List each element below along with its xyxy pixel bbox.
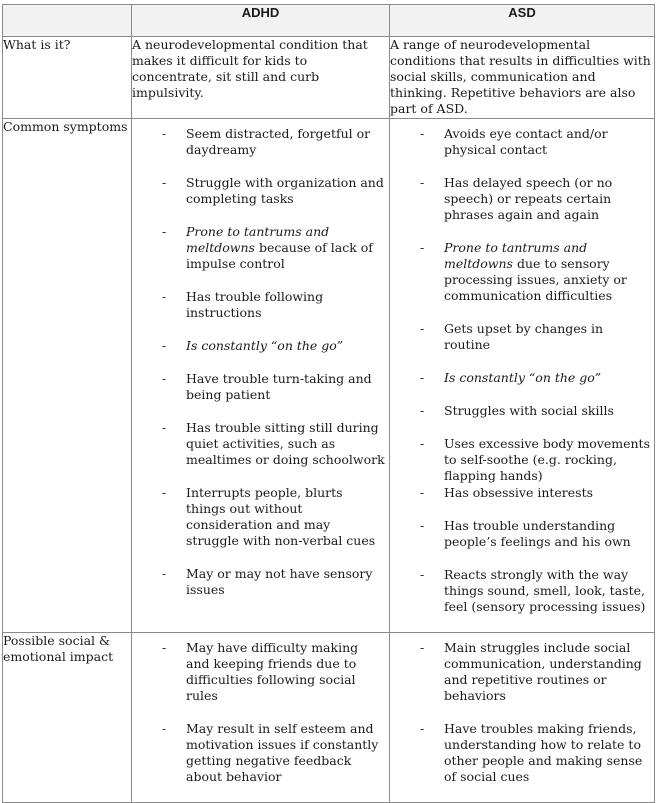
symptom-text: Has delayed speech (or no speech) or repeats certain phrases again and again bbox=[444, 175, 613, 222]
symptom-text: Has trouble following instructions bbox=[186, 289, 324, 320]
bullet-dash: - bbox=[162, 566, 167, 581]
adhd-symptoms-cell bbox=[132, 119, 390, 633]
bullet-dash: - bbox=[420, 126, 425, 141]
bullet-dash: - bbox=[162, 721, 167, 736]
asd-definition: A range of neurodevelopmental conditions that results in difficulties with social skills, communication and thinking. Repetitive behaviors are also part of ASD. bbox=[390, 37, 655, 119]
list-item bbox=[390, 370, 654, 386]
symptom-text: Avoids eye contact and/or physical contact bbox=[444, 126, 608, 157]
bullet-dash: - bbox=[420, 321, 425, 336]
asd-symptoms-list bbox=[390, 119, 654, 615]
list-item bbox=[390, 436, 654, 484]
symptom-emphasis: Is constantly “on the go” bbox=[444, 370, 602, 385]
symptom-text: Has trouble understanding people’s feelings and his own bbox=[444, 518, 631, 549]
list-item bbox=[132, 566, 389, 598]
bullet-dash: - bbox=[420, 518, 425, 533]
row-label-impact: Possible social & emotional impact bbox=[3, 633, 132, 803]
bullet-dash: - bbox=[420, 370, 425, 385]
symptom-text: Interrupts people, blurts things out without consideration and may struggle with non-verbal cues bbox=[186, 485, 376, 548]
asd-symptoms-cell bbox=[390, 119, 655, 633]
symptom-text: because of lack of impulse control bbox=[186, 240, 373, 271]
bullet-dash: - bbox=[420, 436, 425, 451]
row-social-impact bbox=[3, 633, 655, 803]
list-item bbox=[132, 175, 389, 207]
header-row bbox=[3, 5, 655, 37]
symptom-text: due to sensory processing issues, anxiety or communication difficulties bbox=[444, 256, 627, 303]
row-label-symptoms: Common symptoms bbox=[3, 119, 132, 633]
asd-impact-list bbox=[390, 633, 654, 785]
bullet-dash: - bbox=[162, 224, 167, 239]
list-item bbox=[132, 289, 389, 321]
bullet-dash: - bbox=[420, 721, 425, 736]
symptom-emphasis: Prone to tantrums and meltdowns bbox=[444, 240, 588, 271]
list-item bbox=[390, 240, 654, 304]
list-item bbox=[390, 126, 654, 158]
bullet-dash: - bbox=[162, 640, 167, 655]
bullet-dash: - bbox=[162, 371, 167, 386]
symptom-text: Reacts strongly with the way things sound, smell, look, taste, feel (sensory processing issues) bbox=[444, 567, 646, 614]
header-adhd: ADHD bbox=[132, 5, 390, 37]
bullet-dash: - bbox=[420, 485, 425, 500]
impact-text: May have difficulty making and keeping friends due to difficulties following social rules bbox=[186, 640, 359, 703]
list-item bbox=[132, 338, 389, 354]
impact-text: May result in self esteem and motivation issues if constantly getting negative feedback about behavior bbox=[186, 721, 379, 784]
symptom-text: Have trouble turn-taking and being patient bbox=[186, 371, 372, 402]
symptom-text: Has trouble sitting still during quiet activities, such as mealtimes or doing schoolwork bbox=[186, 420, 385, 467]
list-item bbox=[132, 224, 389, 272]
list-item bbox=[390, 321, 654, 353]
list-item bbox=[132, 420, 389, 468]
list-item bbox=[390, 640, 654, 704]
list-item bbox=[390, 403, 654, 419]
list-item bbox=[390, 175, 654, 223]
bullet-dash: - bbox=[420, 175, 425, 190]
symptom-text: May or may not have sensory issues bbox=[186, 566, 373, 597]
bullet-dash: - bbox=[162, 126, 167, 141]
adhd-impact-cell bbox=[132, 633, 390, 803]
symptom-text: Has obsessive interests bbox=[444, 485, 594, 500]
symptom-text: Seem distracted, forgetful or daydreamy bbox=[186, 126, 371, 157]
header-asd: ASD bbox=[390, 5, 655, 37]
impact-text: Main struggles include social communication, understanding and repetitive routines or behaviors bbox=[444, 640, 642, 703]
adhd-symptoms-list bbox=[132, 119, 389, 598]
bullet-dash: - bbox=[162, 289, 167, 304]
list-item bbox=[132, 371, 389, 403]
symptom-emphasis: Is constantly “on the go” bbox=[186, 338, 344, 353]
bullet-dash: - bbox=[162, 338, 167, 353]
symptom-text: Struggles with social skills bbox=[444, 403, 614, 418]
row-common-symptoms bbox=[3, 119, 655, 633]
bullet-dash: - bbox=[420, 240, 425, 255]
list-item bbox=[390, 721, 654, 785]
bullet-dash: - bbox=[420, 567, 425, 582]
asd-impact-cell bbox=[390, 633, 655, 803]
list-item bbox=[132, 126, 389, 158]
list-item bbox=[390, 518, 654, 550]
bullet-dash: - bbox=[420, 403, 425, 418]
impact-text: Have troubles making friends, understanding how to relate to other people and making sense of social cues bbox=[444, 721, 643, 784]
bullet-dash: - bbox=[162, 485, 167, 500]
bullet-dash: - bbox=[420, 640, 425, 655]
symptom-emphasis: Prone to tantrums and meltdowns bbox=[186, 224, 330, 255]
symptom-text: Uses excessive body movements to self-soothe (e.g. rocking, flapping hands) bbox=[444, 436, 650, 483]
row-what-is-it bbox=[3, 37, 655, 119]
symptom-text: Gets upset by changes in routine bbox=[444, 321, 604, 352]
comparison-table bbox=[2, 4, 655, 803]
list-item bbox=[390, 567, 654, 615]
list-item bbox=[132, 485, 389, 549]
adhd-definition: A neurodevelopmental condition that makes it difficult for kids to concentrate, sit still and curb impulsivity. bbox=[132, 37, 390, 119]
list-item bbox=[390, 485, 654, 501]
bullet-dash: - bbox=[162, 175, 167, 190]
symptom-text: Struggle with organization and completing tasks bbox=[186, 175, 384, 206]
header-blank bbox=[3, 5, 132, 37]
row-label-what: What is it? bbox=[3, 37, 132, 119]
list-item bbox=[132, 721, 389, 785]
bullet-dash: - bbox=[162, 420, 167, 435]
list-item bbox=[132, 640, 389, 704]
adhd-impact-list bbox=[132, 633, 389, 785]
